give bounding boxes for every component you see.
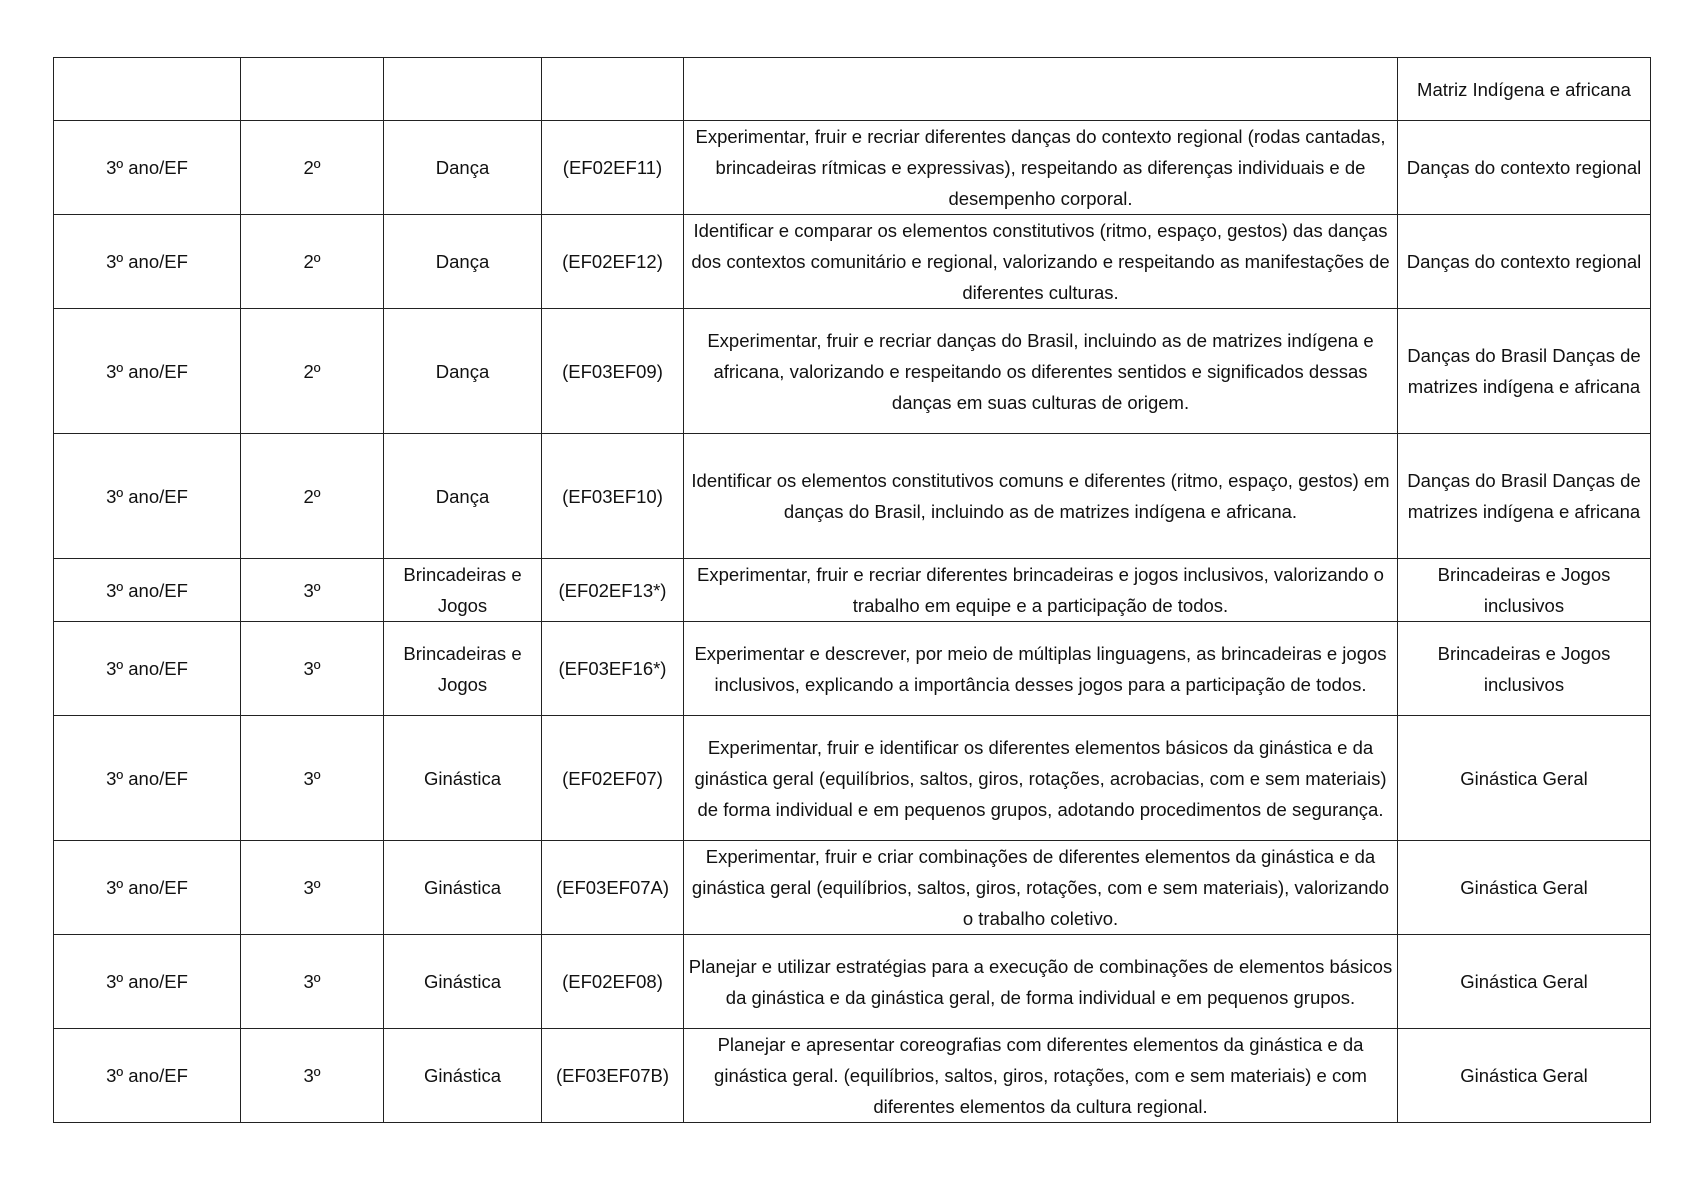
objeto-cell: Ginástica Geral (1398, 1029, 1651, 1123)
ano-cell: 3º ano/EF (54, 559, 241, 622)
bimestre-cell: 2º (241, 434, 384, 559)
unidade-cell: Ginástica (384, 841, 542, 935)
bimestre-cell: 3º (241, 716, 384, 841)
unidade-cell: Dança (384, 434, 542, 559)
bimestre-cell: 3º (241, 622, 384, 716)
table-row (54, 716, 1651, 841)
table-row (54, 309, 1651, 434)
table-row (54, 58, 1651, 121)
bimestre-cell: 3º (241, 1029, 384, 1123)
table-row (54, 434, 1651, 559)
habilidade-cell: Identificar e comparar os elementos constitutivos (ritmo, espaço, gestos) das danças dos contextos comunitário e regional, valorizando e respeitando as manifestações de diferentes culturas. (684, 215, 1398, 309)
objeto-cell: Ginástica Geral (1398, 841, 1651, 935)
objeto-cell: Danças do Brasil Danças de matrizes indígena e africana (1398, 309, 1651, 434)
unidade-cell (384, 58, 542, 121)
bimestre-cell: 3º (241, 841, 384, 935)
bimestre-cell: 3º (241, 559, 384, 622)
codigo-cell: (EF02EF07) (542, 716, 684, 841)
bimestre-cell: 2º (241, 309, 384, 434)
habilidade-cell: Experimentar, fruir e recriar diferentes brincadeiras e jogos inclusivos, valorizando o trabalho em equipe e a participação de todos. (684, 559, 1398, 622)
ano-cell (54, 58, 241, 121)
table-row (54, 841, 1651, 935)
bimestre-cell: 2º (241, 121, 384, 215)
ano-cell: 3º ano/EF (54, 309, 241, 434)
codigo-cell: (EF03EF07B) (542, 1029, 684, 1123)
objeto-cell: Ginástica Geral (1398, 716, 1651, 841)
objeto-cell: Danças do contexto regional (1398, 215, 1651, 309)
ano-cell: 3º ano/EF (54, 434, 241, 559)
table-row (54, 935, 1651, 1029)
bimestre-cell: 2º (241, 215, 384, 309)
unidade-cell: Brincadeiras e Jogos (384, 559, 542, 622)
table-row (54, 1029, 1651, 1123)
ano-cell: 3º ano/EF (54, 121, 241, 215)
ano-cell: 3º ano/EF (54, 622, 241, 716)
bimestre-cell: 3º (241, 935, 384, 1029)
objeto-cell: Brincadeiras e Jogos inclusivos (1398, 622, 1651, 716)
codigo-cell (542, 58, 684, 121)
table-row (54, 559, 1651, 622)
objeto-cell: Brincadeiras e Jogos inclusivos (1398, 559, 1651, 622)
codigo-cell: (EF02EF08) (542, 935, 684, 1029)
codigo-cell: (EF03EF07A) (542, 841, 684, 935)
ano-cell: 3º ano/EF (54, 841, 241, 935)
habilidade-cell: Planejar e utilizar estratégias para a execução de combinações de elementos básicos da ginástica e da ginástica geral, de forma individual e em pequenos grupos. (684, 935, 1398, 1029)
objeto-cell: Danças do contexto regional (1398, 121, 1651, 215)
habilidade-cell: Experimentar, fruir e identificar os diferentes elementos básicos da ginástica e da ginástica geral (equilíbrios, saltos, giros, rotações, acrobacias, com e sem materiais) de forma individual e em pequenos grupos, adotando procedimentos de segurança. (684, 716, 1398, 841)
ano-cell: 3º ano/EF (54, 935, 241, 1029)
codigo-cell: (EF03EF09) (542, 309, 684, 434)
habilidade-cell: Identificar os elementos constitutivos comuns e diferentes (ritmo, espaço, gestos) em danças do Brasil, incluindo as de matrizes indígena e africana. (684, 434, 1398, 559)
habilidade-cell: Experimentar e descrever, por meio de múltiplas linguagens, as brincadeiras e jogos inclusivos, explicando a importância desses jogos para a participação de todos. (684, 622, 1398, 716)
table-row (54, 215, 1651, 309)
unidade-cell: Ginástica (384, 1029, 542, 1123)
curriculum-table (53, 57, 1651, 1123)
table-row (54, 622, 1651, 716)
unidade-cell: Ginástica (384, 935, 542, 1029)
habilidade-cell (684, 58, 1398, 121)
ano-cell: 3º ano/EF (54, 716, 241, 841)
objeto-cell: Matriz Indígena e africana (1398, 58, 1651, 121)
codigo-cell: (EF03EF10) (542, 434, 684, 559)
codigo-cell: (EF02EF13*) (542, 559, 684, 622)
habilidade-cell: Experimentar, fruir e recriar danças do Brasil, incluindo as de matrizes indígena e africana, valorizando e respeitando os diferentes sentidos e significados dessas danças em suas culturas de origem. (684, 309, 1398, 434)
ano-cell: 3º ano/EF (54, 215, 241, 309)
habilidade-cell: Planejar e apresentar coreografias com diferentes elementos da ginástica e da ginástica geral. (equilíbrios, saltos, giros, rotações, com e sem materiais) e com diferentes elementos da cultura regional. (684, 1029, 1398, 1123)
habilidade-cell: Experimentar, fruir e criar combinações de diferentes elementos da ginástica e da ginástica geral (equilíbrios, saltos, giros, rotações, com e sem materiais), valorizando o trabalho coletivo. (684, 841, 1398, 935)
bimestre-cell (241, 58, 384, 121)
habilidade-cell: Experimentar, fruir e recriar diferentes danças do contexto regional (rodas cantadas, brincadeiras rítmicas e expressivas), respeitando as diferenças individuais e de desempenho corporal. (684, 121, 1398, 215)
unidade-cell: Dança (384, 121, 542, 215)
unidade-cell: Dança (384, 215, 542, 309)
unidade-cell: Dança (384, 309, 542, 434)
codigo-cell: (EF03EF16*) (542, 622, 684, 716)
unidade-cell: Ginástica (384, 716, 542, 841)
unidade-cell: Brincadeiras e Jogos (384, 622, 542, 716)
objeto-cell: Ginástica Geral (1398, 935, 1651, 1029)
objeto-cell: Danças do Brasil Danças de matrizes indígena e africana (1398, 434, 1651, 559)
codigo-cell: (EF02EF11) (542, 121, 684, 215)
table-row (54, 121, 1651, 215)
codigo-cell: (EF02EF12) (542, 215, 684, 309)
ano-cell: 3º ano/EF (54, 1029, 241, 1123)
